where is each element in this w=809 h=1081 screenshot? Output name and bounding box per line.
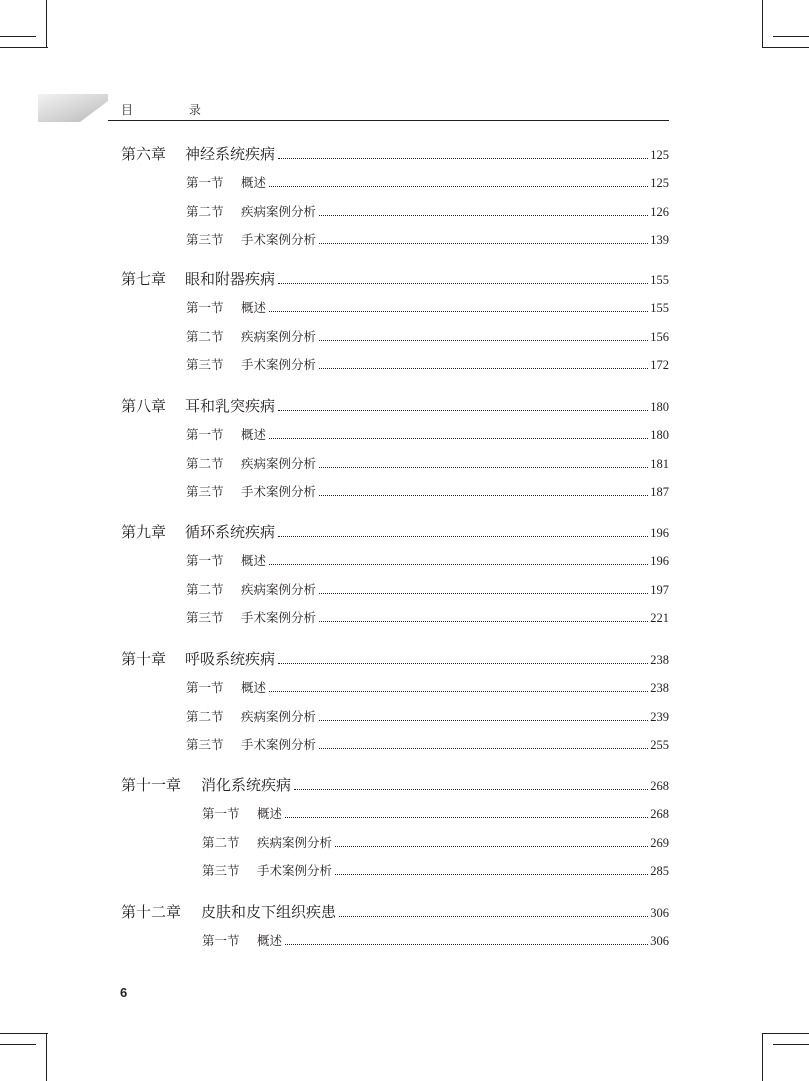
section-page-number: 125 <box>650 176 669 190</box>
chapter-label: 第八章 <box>121 397 167 415</box>
header-tab-decoration <box>38 94 108 122</box>
section-title: 疾病案例分析 <box>241 581 317 597</box>
chapter-title: 消化系统疾病 <box>201 776 292 794</box>
dot-leader <box>319 748 648 749</box>
chapter-page-number: 125 <box>650 148 669 162</box>
section-page-number: 196 <box>650 554 669 568</box>
section-title: 疾病案例分析 <box>241 328 317 344</box>
toc-section-entry[interactable] <box>186 580 669 598</box>
header-rule <box>108 120 669 121</box>
chapter-label: 第十一章 <box>121 776 182 794</box>
dot-leader <box>319 368 648 369</box>
chapter-title: 耳和乳突疾病 <box>185 397 276 415</box>
dot-leader <box>319 495 648 496</box>
section-page-number: 268 <box>650 807 669 821</box>
section-label: 第二节 <box>186 203 224 219</box>
toc-section-entry[interactable] <box>186 454 669 472</box>
section-title: 手术案例分析 <box>241 484 317 499</box>
crop-mark <box>762 1033 809 1034</box>
section-page-number: 156 <box>650 329 669 344</box>
toc-section-entry[interactable] <box>186 425 669 443</box>
section-label: 第一节 <box>186 553 224 568</box>
toc-chapter-entry[interactable] <box>121 774 669 795</box>
toc-section-entry[interactable] <box>186 482 669 500</box>
section-label: 第一节 <box>186 680 224 695</box>
chapter-label: 第十二章 <box>121 903 182 921</box>
section-label: 第二节 <box>202 834 240 850</box>
crop-mark <box>773 36 809 37</box>
section-title: 疾病案例分析 <box>257 834 333 850</box>
toc-section-entry[interactable] <box>186 678 669 696</box>
dot-leader <box>319 720 648 721</box>
dot-leader <box>269 691 648 692</box>
toc-section-entry[interactable] <box>202 833 669 851</box>
section-title: 疾病案例分析 <box>241 708 317 724</box>
section-label: 第三节 <box>186 232 224 247</box>
dot-leader <box>269 438 648 439</box>
section-title: 手术案例分析 <box>241 232 317 247</box>
section-page-number: 181 <box>650 456 669 471</box>
chapter-page-number: 238 <box>650 653 669 667</box>
section-page-number: 285 <box>650 864 669 878</box>
crop-mark <box>46 0 47 48</box>
section-label: 第三节 <box>186 737 224 752</box>
chapter-label: 第七章 <box>121 270 167 288</box>
section-label: 第三节 <box>186 357 224 372</box>
dot-leader <box>278 158 648 159</box>
toc-chapter-entry[interactable] <box>121 143 669 164</box>
crop-mark <box>762 47 809 48</box>
chapter-label: 第九章 <box>121 523 167 541</box>
page-number: 6 <box>120 985 128 1000</box>
crop-mark <box>0 36 36 37</box>
section-page-number: 172 <box>650 358 669 372</box>
chapter-title: 神经系统疾病 <box>185 145 276 163</box>
chapter-title: 呼吸系统疾病 <box>185 650 276 668</box>
dot-leader <box>319 593 648 594</box>
toc-chapter-entry[interactable] <box>121 901 669 922</box>
section-page-number: 187 <box>650 485 669 499</box>
toc-section-entry[interactable] <box>186 707 669 725</box>
section-title: 手术案例分析 <box>241 737 317 752</box>
toc-section-entry[interactable] <box>186 327 669 345</box>
crop-mark <box>762 0 763 48</box>
section-page-number: 221 <box>650 611 669 625</box>
section-page-number: 239 <box>650 709 669 724</box>
section-label: 第二节 <box>186 328 224 344</box>
section-title: 概述 <box>257 933 283 948</box>
section-page-number: 139 <box>650 233 669 247</box>
dot-leader <box>319 243 648 244</box>
toc-chapter-entry[interactable] <box>121 395 669 416</box>
section-page-number: 197 <box>650 582 669 597</box>
section-label: 第二节 <box>186 708 224 724</box>
section-title: 概述 <box>241 680 267 695</box>
crop-mark <box>46 1033 47 1081</box>
chapter-label: 第六章 <box>121 145 167 163</box>
section-label: 第二节 <box>186 581 224 597</box>
section-title: 疾病案例分析 <box>241 455 317 471</box>
section-page-number: 306 <box>650 934 669 948</box>
crop-mark <box>0 1044 36 1045</box>
section-label: 第一节 <box>186 175 224 190</box>
chapter-page-number: 268 <box>650 779 669 793</box>
chapter-title: 眼和附器疾病 <box>185 270 276 288</box>
section-label: 第一节 <box>202 806 240 821</box>
toc-chapter-entry[interactable] <box>121 648 669 669</box>
toc-section-entry[interactable] <box>186 202 669 220</box>
section-label: 第一节 <box>186 300 224 315</box>
toc-section-entry[interactable] <box>186 173 669 191</box>
section-title: 手术案例分析 <box>241 610 317 625</box>
dot-leader <box>319 467 648 468</box>
dot-leader <box>335 874 648 875</box>
section-page-number: 126 <box>650 204 669 219</box>
page-title: 目 录 <box>121 103 227 117</box>
toc-section-entry[interactable] <box>186 735 669 753</box>
chapter-page-number: 196 <box>650 526 669 540</box>
section-title: 概述 <box>241 427 267 442</box>
dot-leader <box>269 311 648 312</box>
section-label: 第三节 <box>186 484 224 499</box>
chapter-title: 循环系统疾病 <box>185 523 276 541</box>
section-label: 第一节 <box>186 427 224 442</box>
dot-leader <box>339 916 648 917</box>
toc-section-entry[interactable] <box>202 861 669 879</box>
toc-section-entry[interactable] <box>186 298 669 316</box>
section-page-number: 155 <box>650 301 669 315</box>
section-label: 第二节 <box>186 455 224 471</box>
chapter-page-number: 180 <box>650 400 669 414</box>
section-title: 手术案例分析 <box>257 863 333 878</box>
toc-chapter-entry[interactable] <box>121 268 669 289</box>
toc-section-entry[interactable] <box>186 355 669 373</box>
chapter-title: 皮肤和皮下组织疾患 <box>201 903 337 921</box>
toc-section-entry[interactable] <box>186 230 669 248</box>
section-title: 手术案例分析 <box>241 357 317 372</box>
chapter-page-number: 306 <box>650 906 669 920</box>
dot-leader <box>278 663 648 664</box>
dot-leader <box>269 564 648 565</box>
section-page-number: 269 <box>650 835 669 850</box>
crop-mark <box>773 1044 809 1045</box>
section-label: 第一节 <box>202 933 240 948</box>
dot-leader <box>294 789 648 790</box>
section-title: 概述 <box>257 806 283 821</box>
crop-mark <box>0 1033 48 1034</box>
dot-leader <box>319 215 648 216</box>
dot-leader <box>319 340 648 341</box>
section-page-number: 180 <box>650 428 669 442</box>
dot-leader <box>285 944 648 945</box>
section-title: 概述 <box>241 553 267 568</box>
dot-leader <box>278 410 648 411</box>
dot-leader <box>319 621 648 622</box>
dot-leader <box>269 186 648 187</box>
section-page-number: 255 <box>650 738 669 752</box>
chapter-page-number: 155 <box>650 273 669 287</box>
section-page-number: 238 <box>650 681 669 695</box>
dot-leader <box>285 817 648 818</box>
crop-mark <box>762 1033 763 1081</box>
toc-chapter-entry[interactable] <box>121 521 669 542</box>
section-label: 第三节 <box>202 863 240 878</box>
dot-leader <box>335 846 648 847</box>
section-title: 疾病案例分析 <box>241 203 317 219</box>
toc-section-entry[interactable] <box>186 608 669 626</box>
toc-section-entry[interactable] <box>186 551 669 569</box>
toc-section-entry[interactable] <box>202 804 669 822</box>
chapter-label: 第十章 <box>121 650 167 668</box>
toc-section-entry[interactable] <box>202 931 669 949</box>
section-title: 概述 <box>241 300 267 315</box>
dot-leader <box>278 536 648 537</box>
section-title: 概述 <box>241 175 267 190</box>
crop-mark <box>0 47 48 48</box>
section-label: 第三节 <box>186 610 224 625</box>
dot-leader <box>278 283 648 284</box>
